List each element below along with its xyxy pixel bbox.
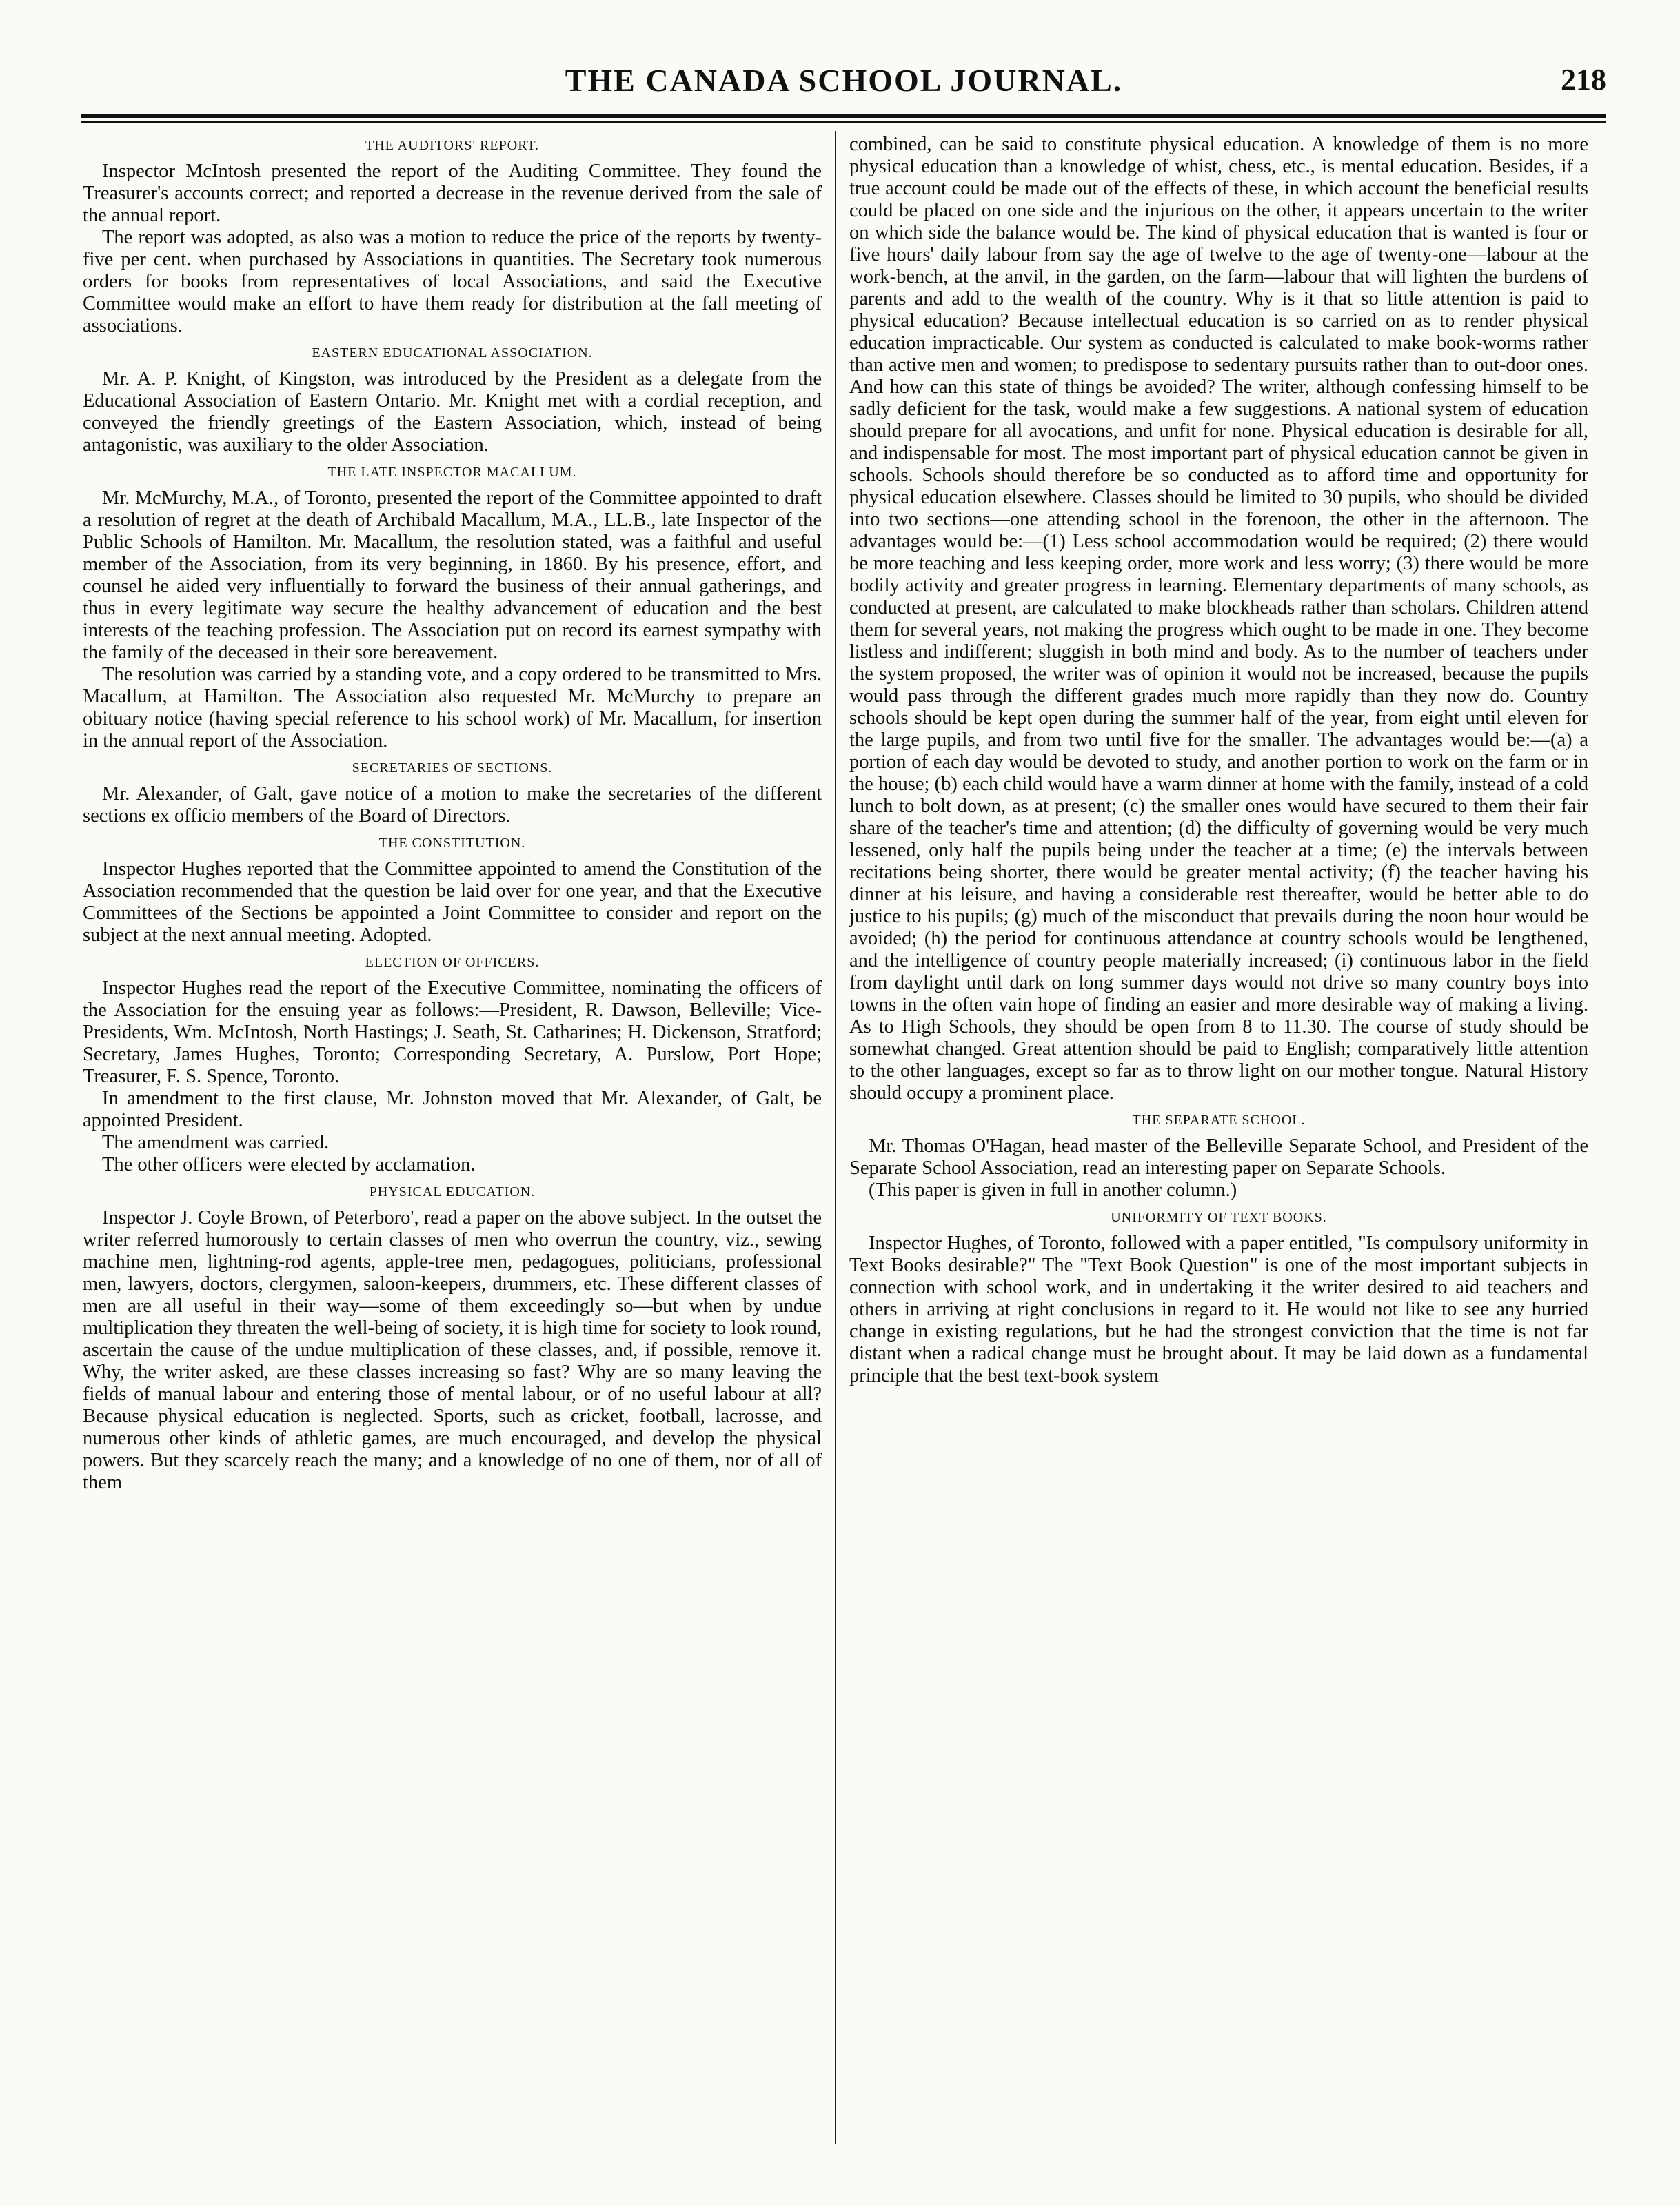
page-number: 218 (1561, 63, 1606, 97)
separate-school-paragraph-2: (This paper is given in full in another column.) (869, 1180, 1237, 1201)
separate-school-heading: THE SEPARATE SCHOOL. (1132, 1113, 1306, 1128)
election-heading: ELECTION OF OFFICERS. (365, 955, 540, 970)
running-title: THE CANADA SCHOOL JOURNAL. (565, 63, 1123, 98)
constitution-paragraph-1: Inspector Hughes reported that the Committee appointed to amend the Constitution of the Association recommended that the question be laid over for one year, and that the Executive Committees of the Sections be appointed a Joint Committee to consider and report on the subject at the next annual meeting. Adopted. (83, 858, 822, 946)
eastern-heading: EASTERN EDUCATIONAL ASSOCIATION. (312, 345, 593, 361)
auditors-paragraph-1: Inspector McIntosh presented the report of the Auditing Committee. They found the Treasurer's accounts correct; and reported a decrease in the revenue derived from the sale of the annual report. (83, 161, 822, 226)
election-paragraph-3: The amendment was carried. (102, 1132, 330, 1153)
constitution-heading: THE CONSTITUTION. (378, 836, 526, 851)
auditors-paragraph-2: The report was adopted, as also was a motion to reduce the price of the reports by twenty-five per cent. when purchased by Associations in quantities. The Secretary took numerous orders for books from representatives of local Associations, and said the Executive Committee would make an effort to have them ready for distribution at the fall meeting of associations. (83, 227, 822, 336)
macallum-heading: THE LATE INSPECTOR MACALLUM. (327, 465, 577, 480)
macallum-paragraph-1: Mr. McMurchy, M.A., of Toronto, presented the report of the Committee appointed to draft a resolution of regret at the death of Archibald Macallum, M.A., LL.B., late Inspector of the Public Schools of Hamilton. Mr. Macallum, the resolution stated, was a faithful and useful member of the Association, from its very beginning, in 1860. By his presence, effort, and counsel he aided very influentially to forward the business of their annual gatherings, and thus in every legitimate way secure the healthy advancement of education and the best interests of the teaching profession. The Association put on record its earnest sympathy with the family of the deceased in their sore bereavement. (83, 487, 822, 663)
physical-paragraph-1: Inspector J. Coyle Brown, of Peterboro', read a paper on the above subject. In the outset the writer referred humorously to certain classes of men who overrun the country, viz., sewing machine men, lightning-rod agents, apple-tree men, pedagogues, politicians, professional men, lawyers, doctors, clergymen, saloon-keepers, drummers, etc. These different classes of men are all useful in their way—some of them exceedingly so—but when by undue multiplication they threaten the well-being of society, it is high time for society to look round, ascertain the cause of the undue multiplication of these classes, and, if possible, remove it. Why, the writer asked, are these classes increasing so fast? Why are so many leaving the fields of manual labour and entering those of mental labour, or of no useful labour at all? Because physical education is neglected. Sports, such as cricket, football, lacrosse, and numerous other kinds of athletic games, are much encouraged, and develop the physical powers. But they scarcely reach the many; and a knowledge of no one of them, nor of all of them (83, 1207, 822, 1493)
eastern-paragraph-1: Mr. A. P. Knight, of Kingston, was introduced by the President as a delegate from the Educational Association of Eastern Ontario. Mr. Knight met with a cordial reception, and conveyed the friendly greetings of the Eastern Association, which, instead of being antagonistic, was auxiliary to the older Association. (83, 368, 822, 456)
uniformity-heading: UNIFORMITY OF TEXT BOOKS. (1111, 1210, 1327, 1225)
physical-continued-paragraph: combined, can be said to constitute physical education. A knowledge of them is no more physical education than a knowledge of whist, chess, etc., is mental education. Besides, if a true account could be made out of the effects of these, in which account the beneficial results could be placed on one side and the injurious on the other, it appears uncertain to the writer on which side the balance would be. The kind of physical education that is wanted is four or five hours' daily labour from say the age of twelve to the age of twenty-one—labour at the work-bench, at the anvil, in the garden, on the farm—labour that will lighten the burdens of parents and add to the wealth of the country. Why is it that so little attention is paid to physical education? Because intellectual education is so carried on as to render physical education impracticable. Our system as conducted is calculated to make book-worms rather than active men and women; to predispose to sedentary pursuits rather than to out-door ones. And how can this state of things be avoided? The writer, although confessing himself to be sadly deficient for the task, would make a few suggestions. A national system of education should prepare for all avocations, and unfit for none. Physical education is desirable for all, and indispensable for most. The most important part of physical education cannot be given in schools. Schools should therefore be so conducted as to afford time and opportunity for physical education elsewhere. Classes should be limited to 30 pupils, who should be divided into two sections—one attending school in the forenoon, the other in the afternoon. The advantages would be:—(1) Less school accommodation would be required; (2) there would be more teaching and less keeping order, more work and less worry; (3) there would be more bodily activity and greater progress in learning. Elementary departments of many schools, as conducted at present, are calculated to make blockheads rather than scholars. Children attend them for several years, not making the progress which ought to be made in one. They become listless and indifferent; sluggish in both mind and body. As to the number of teachers under the system proposed, the writer was of opinion it would not be increased, because the pupils would pass through the different grades much more rapidly than they now do. Country schools should be kept open during the summer half of the year, from eight until eleven for the large pupils, and from two until five for the smaller. The advantages would be:—(a) a portion of each day would be devoted to study, and another portion to work on the farm or in the house; (b) each child would have a warm dinner at home with the family, instead of a cold lunch to bolt down, as at present; (c) the smaller ones would have secured to them their fair share of the teacher's time and attention; (d) the difficulty of governing would be very much lessened, only half the pupils being under the teacher at a time; (e) the intervals between recitations being shorter, there would be greater mental activity; (f) the teacher having his dinner at his leisure, and having a considerable rest thereafter, would be better able to do justice to his pupils; (g) much of the misconduct that prevails during the noon hour would be avoided; (h) the period for continuous attendance at country schools would be lengthened, and the intelligence of country people materially increased; (i) continuous labor in the field from daylight until dark on long summer days would not drive so many country boys into towns in the often vain hope of finding an easier and more desirable way of making a living. As to High Schools, they should be open from 8 to 11.30. The course of study should be somewhat changed. Great attention should be paid to English; comparatively little attention to the other languages, except so far as to throw light on our mother tongue. Natural History should occupy a prominent place. (849, 134, 1588, 1104)
physical-heading: PHYSICAL EDUCATION. (369, 1184, 536, 1200)
uniformity-paragraph-1: Inspector Hughes, of Toronto, followed with a paper entitled, "Is compulsory uniformity in Text Books desirable?" The "Text Book Question" is one of the most important subjects in connection with school work, and in undertaking it the writer desired to aid teachers and others in arriving at right conclusions in regard to it. He would not like to see any hurried change in existing regulations, but he had the strongest conviction that the time is not far distant when a radical change must be brought about. It may be laid down as a fundamental principle that the best text-book system (849, 1233, 1588, 1386)
macallum-paragraph-2: The resolution was carried by a standing vote, and a copy ordered to be transmitted to Mrs. Macallum, at Hamilton. The Association also requested Mr. McMurchy to prepare an obituary notice (having special reference to his school work) of Mr. Macallum, for insertion in the annual report of the Association. (83, 664, 822, 751)
election-paragraph-4: The other officers were elected by acclamation. (102, 1154, 476, 1175)
column-divider (835, 131, 836, 2144)
page-header (81, 58, 1606, 106)
separate-school-paragraph-1: Mr. Thomas O'Hagan, head master of the Belleville Separate School, and President of the Separate School Association, read an interesting paper on Separate Schools. (849, 1135, 1588, 1179)
election-paragraph-1: Inspector Hughes read the report of the Executive Committee, nominating the officers of the Association for the ensuing year as follows:—President, R. Dawson, Belleville; Vice-Presidents, Wm. McIntosh, North Hastings; J. Seath, St. Catharines; H. Dickenson, Stratford; Secretary, James Hughes, Toronto; Corresponding Secretary, A. Purslow, Port Hope; Treasurer, F. S. Spence, Toronto. (83, 978, 822, 1087)
right-column (849, 134, 1588, 2151)
election-paragraph-2: In amendment to the first clause, Mr. Johnston moved that Mr. Alexander, of Galt, be appointed President. (83, 1088, 822, 1131)
auditors-heading: THE AUDITORS' REPORT. (365, 138, 540, 153)
secretaries-heading: SECRETARIES OF SECTIONS. (352, 760, 553, 776)
secretaries-paragraph-1: Mr. Alexander, of Galt, gave notice of a motion to make the secretaries of the different sections ex officio members of the Board of Directors. (83, 783, 822, 827)
header-rule-thick (81, 114, 1606, 118)
left-column (83, 134, 822, 2151)
header-rule-thin (81, 121, 1606, 123)
